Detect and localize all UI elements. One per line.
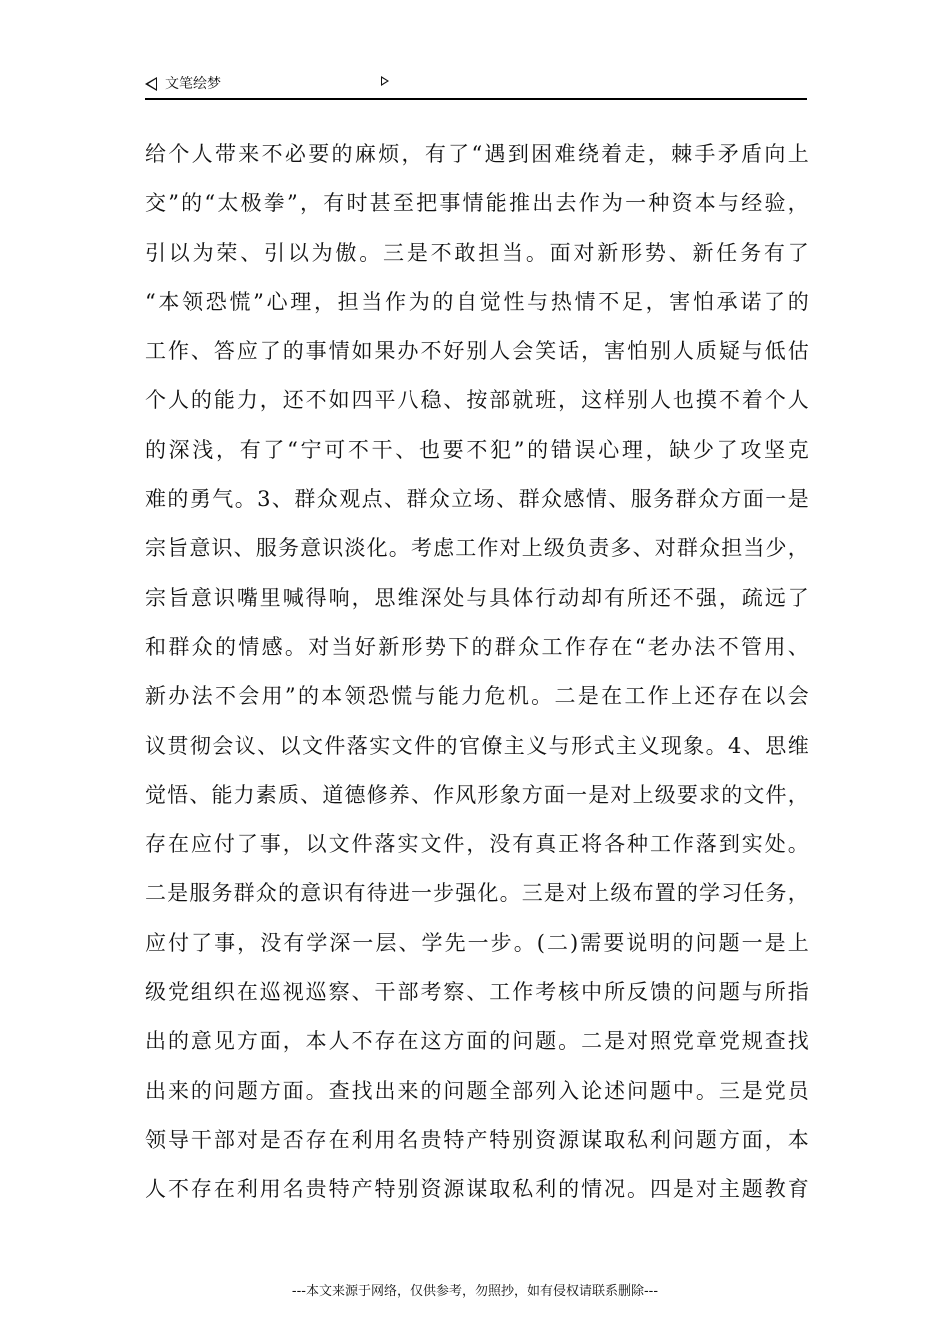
text-line: 应付了事，没有学深一层、学先一步。(二)需要说明的问题一是上 xyxy=(145,930,809,955)
text-line: 引以为荣、引以为傲。三是不敢担当。面对新形势、新任务有了 xyxy=(145,240,809,265)
text-line: 级党组织在巡视巡察、干部考察、工作考核中所反馈的问题与所指 xyxy=(145,980,809,1005)
header-brand: 文笔绘梦 xyxy=(165,76,221,92)
text-line: 工作、答应了的事情如果办不好别人会笑话，害怕别人质疑与低估 xyxy=(145,339,809,364)
text-line: 宗旨意识嘴里喊得响，思维深处与具体行动却有所还不强，疏远了 xyxy=(145,585,809,610)
page-header xyxy=(145,72,807,100)
text-line: 难的勇气。3、群众观点、群众立场、群众感情、服务群众方面一是 xyxy=(145,487,809,512)
text-line: 的深浅，有了“宁可不干、也要不犯”的错误心理，缺少了攻坚克 xyxy=(145,437,809,462)
document-body xyxy=(145,130,809,1215)
triangle-left-icon xyxy=(145,77,157,91)
text-line: 出的意见方面，本人不存在这方面的问题。二是对照党章党规查找 xyxy=(145,1029,809,1054)
text-line: 出来的问题方面。查找出来的问题全部列入论述问题中。三是党员 xyxy=(145,1078,809,1103)
text-line: 领导干部对是否存在利用名贵特产特别资源谋取私利问题方面，本 xyxy=(145,1127,809,1152)
text-line: 新办法不会用”的本领恐慌与能力危机。二是在工作上还存在以会 xyxy=(145,684,809,709)
text-line: 和群众的情感。对当好新形势下的群众工作存在“老办法不管用、 xyxy=(145,634,809,659)
text-line: 二是服务群众的意识有待进一步强化。三是对上级布置的学习任务， xyxy=(145,881,809,906)
triangle-right-icon xyxy=(381,76,389,86)
text-line: “本领恐慌”心理，担当作为的自觉性与热情不足，害怕承诺了的 xyxy=(145,289,809,314)
footer-disclaimer: ---本文来源于网络，仅供参考，勿照抄，如有侵权请联系删除--- xyxy=(291,1284,659,1299)
text-line: 觉悟、能力素质、道德修养、作风形象方面一是对上级要求的文件， xyxy=(145,782,809,807)
text-line: 交”的“太极拳”，有时甚至把事情能推出去作为一种资本与经验， xyxy=(145,191,809,216)
text-line: 存在应付了事，以文件落实文件，没有真正将各种工作落到实处。 xyxy=(145,832,809,857)
text-line: 给个人带来不必要的麻烦，有了“遇到困难绕着走，棘手矛盾向上 xyxy=(145,142,809,166)
text-line: 人不存在利用名贵特产特别资源谋取私利的情况。四是对主题教育 xyxy=(145,1177,809,1202)
text-line: 宗旨意识、服务意识淡化。考虑工作对上级负责多、对群众担当少， xyxy=(145,536,809,561)
text-line: 议贯彻会议、以文件落实文件的官僚主义与形式主义现象。4、思维 xyxy=(145,733,809,758)
text-line: 个人的能力，还不如四平八稳、按部就班，这样别人也摸不着个人 xyxy=(145,388,809,413)
